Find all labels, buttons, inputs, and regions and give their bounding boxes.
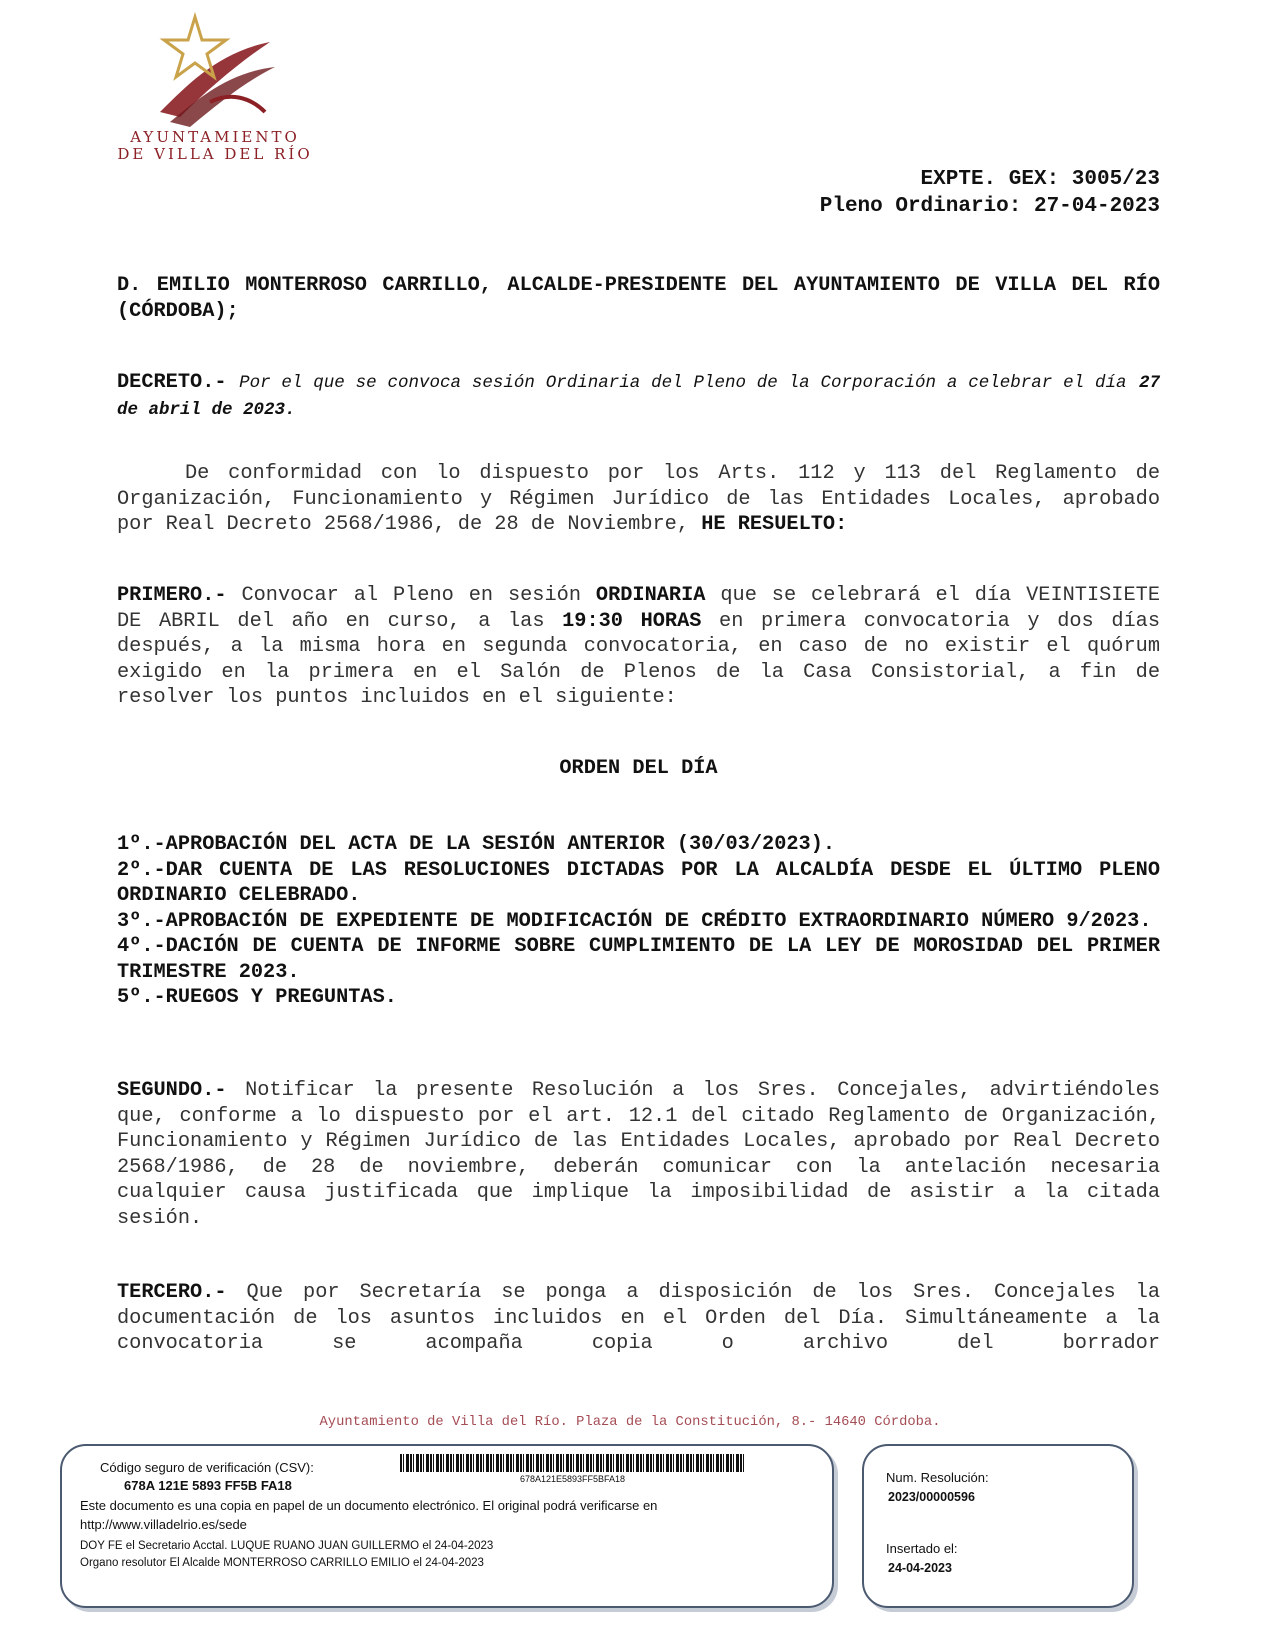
logo-line-2: DE VILLA DEL RÍO (117, 145, 313, 163)
csv-verification-box (60, 1444, 834, 1608)
orden-item: 3º.-APROBACIÓN DE EXPEDIENTE DE MODIFICACIÓN DE CRÉDITO EXTRAORDINARIO NÚMERO 9/2023. (117, 909, 1152, 933)
insertado-label: Insertado el: (886, 1541, 958, 1556)
segundo-label: SEGUNDO.- (117, 1079, 227, 1102)
segundo-paragraph (117, 1078, 1160, 1231)
primero-text-2: que se celebrará el día VEINTISIETE DE ABRIL del año en curso, a las (117, 584, 1160, 633)
resolution-box (862, 1444, 1134, 1608)
pleno-date: Pleno Ordinario: 27-04-2023 (819, 195, 1160, 218)
verify-url-link[interactable]: http://www.villadelrio.es/sede (80, 1517, 247, 1532)
doy-fe-line: DOY FE el Secretario Acctal. LUQUE RUANO JUAN GUILLERMO el 24-04-2023 (80, 1540, 494, 1552)
primero-ordinaria: ORDINARIA (595, 584, 706, 607)
mayor-title: D. EMILIO MONTERROSO CARRILLO, ALCALDE-PRESIDENTE DEL AYUNTAMIENTO DE VILLA DEL RÍO (CÓRDOBA); (117, 274, 1160, 323)
logo-emblem-icon (150, 12, 280, 132)
orden-item: 4º.-DACIÓN DE CUENTA DE INFORME SOBRE CUMPLIMIENTO DE LA LEY DE MOROSIDAD DEL PRIMER TRIMESTRE 2023. (117, 935, 1160, 984)
footer-address: Ayuntamiento de Villa del Río. Plaza de la Constitución, 8.- 14640 Córdoba. (319, 1415, 941, 1430)
intro-paragraph (117, 461, 1160, 538)
primero-horas: 19:30 HORAS (562, 609, 702, 633)
tercero-paragraph (117, 1280, 1160, 1357)
orden-list (117, 832, 1160, 1011)
barcode (400, 1454, 745, 1472)
primero-text-1: Convocar al Pleno en sesión (241, 584, 581, 607)
tercero-label: TERCERO.- (117, 1281, 227, 1304)
tercero-text: Que por Secretaría se ponga a disposición de los Sres. Concejales la documentación de los asuntos incluidos en el Orden del Día. Simultáneamente a la convocatoria se acompaña copia o archivo del borrador (117, 1281, 1160, 1355)
barcode-text: 678A121E5893FF5BFA18 (519, 1474, 626, 1484)
municipality-logo (110, 12, 320, 172)
csv-label: Código seguro de verificación (CSV): (100, 1460, 314, 1475)
orden-item: 5º.-RUEGOS Y PREGUNTAS. (117, 986, 397, 1009)
decreto-paragraph (117, 370, 1160, 423)
copy-notice: Este documento es una copia en papel de un documento electrónico. El original podrá verificarse en (80, 1498, 658, 1513)
he-resuelto: HE RESUELTO: (701, 513, 848, 536)
primero-label: PRIMERO.- (117, 584, 227, 607)
decreto-text: Por el que se convoca sesión Ordinaria del Pleno de la Corporación a celebrar el día (239, 373, 1127, 393)
csv-code: 678A 121E 5893 FF5B FA18 (124, 1478, 292, 1493)
orden-item: 2º.-DAR CUENTA DE LAS RESOLUCIONES DICTADAS POR LA ALCALDÍA DESDE EL ÚLTIMO PLENO ORDINARIO CELEBRADO. (117, 858, 1160, 907)
num-resolucion-value: 2023/00000596 (888, 1490, 975, 1504)
num-resolucion-label: Num. Resolución: (886, 1470, 989, 1485)
logo-line-1: AYUNTAMIENTO (130, 128, 300, 146)
orden-title: ORDEN DEL DÍA (559, 757, 718, 780)
file-reference (820, 166, 1160, 220)
primero-text-3: en primera convocatoria y dos días después, a la misma hora en segunda convocatoria, en caso de no existir el quórum exigido en la primera en el Salón de Plenos de la Casa Consistorial, a fin de resolver los puntos incluidos en el siguiente: (117, 609, 1160, 709)
primero-paragraph (117, 583, 1160, 711)
decreto-label: DECRETO.- (117, 371, 227, 394)
insertado-date: 24-04-2023 (888, 1561, 952, 1575)
decreto-date: 27 de abril de 2023. (117, 373, 1161, 420)
segundo-text: Notificar la presente Resolución a los Sres. Concejales, advirtiéndoles que, conforme a lo dispuesto por el art. 12.1 del citado Reglamento de Organización, Funcionamiento y Régimen Jurídico de las Entidades Locales, aprobado por Real Decreto 2568/1986, de 28 de noviembre, deberán comunicar con la antelación necesaria cualquier causa justificada que implique la imposibilidad de asistir a la citada sesión. (117, 1079, 1161, 1230)
expte-number: EXPTE. GEX: 3005/23 (920, 168, 1160, 191)
organo-line: Organo resolutor El Alcalde MONTERROSO CARRILLO EMILIO el 24-04-2023 (80, 1557, 484, 1569)
intro-text: De conformidad con lo dispuesto por los Arts. 112 y 113 del Reglamento de Organización, Funcionamiento y Régimen Jurídico de las Entidades Locales, aprobado por Real Decreto 2568/1986, de 28 de Noviembre, (117, 462, 1160, 536)
orden-item: 1º.-APROBACIÓN DEL ACTA DE LA SESIÓN ANTERIOR (30/03/2023). (117, 833, 836, 856)
